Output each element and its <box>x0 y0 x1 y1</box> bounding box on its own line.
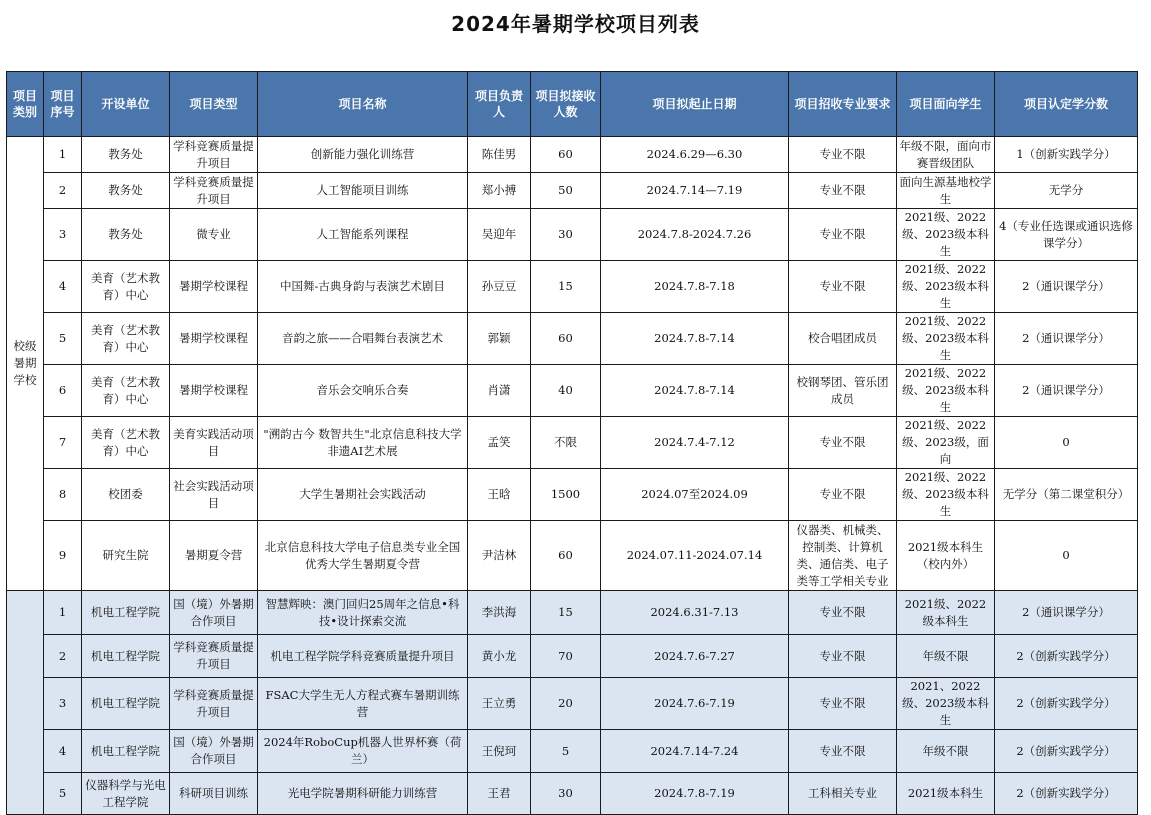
cell-type: 暑期学校课程 <box>170 365 258 417</box>
header-row <box>7 72 1138 137</box>
header-target: 项目面向学生 <box>897 72 995 137</box>
table-row <box>7 591 1138 635</box>
cell-capacity: 30 <box>531 773 601 815</box>
cell-dates: 2024.07至2024.09 <box>601 469 789 521</box>
cell-capacity: 20 <box>531 678 601 730</box>
cell-dates: 2024.7.8-7.14 <box>601 313 789 365</box>
header-major-req: 项目招收专业要求 <box>789 72 897 137</box>
table-row <box>7 635 1138 678</box>
cell-credits: 2（创新实践学分） <box>995 635 1138 678</box>
cell-capacity: 15 <box>531 591 601 635</box>
header-seq: 项目序号 <box>44 72 82 137</box>
cell-dates: 2024.7.6-7.27 <box>601 635 789 678</box>
cell-major-req: 工科相关专业 <box>789 773 897 815</box>
cell-type: 国（境）外暑期合作项目 <box>170 591 258 635</box>
cell-type: 国（境）外暑期合作项目 <box>170 730 258 773</box>
header-capacity: 项目拟接收人数 <box>531 72 601 137</box>
cell-lead: 肖潇 <box>468 365 531 417</box>
header-category: 项目类别 <box>7 72 44 137</box>
cell-seq: 5 <box>44 313 82 365</box>
cell-target: 2021、2022级、2023级本科生 <box>897 678 995 730</box>
cell-name: 人工智能系列课程 <box>258 209 468 261</box>
cell-credits: 2（创新实践学分） <box>995 773 1138 815</box>
cell-lead: 吴迎年 <box>468 209 531 261</box>
table-row <box>7 521 1138 591</box>
cell-major-req: 专业不限 <box>789 469 897 521</box>
cell-seq: 5 <box>44 773 82 815</box>
cell-capacity: 50 <box>531 173 601 209</box>
cell-capacity: 15 <box>531 261 601 313</box>
cell-type: 科研项目训练 <box>170 773 258 815</box>
cell-target: 2021级、2022级、2023级本科生 <box>897 209 995 261</box>
header-dates: 项目拟起止日期 <box>601 72 789 137</box>
cell-major-req: 专业不限 <box>789 209 897 261</box>
cell-lead: 郭颖 <box>468 313 531 365</box>
cell-type: 微专业 <box>170 209 258 261</box>
cell-name: 2024年RoboCup机器人世界杯赛（荷兰） <box>258 730 468 773</box>
table-row <box>7 365 1138 417</box>
cell-dates: 2024.7.4-7.12 <box>601 417 789 469</box>
cell-credits: 无学分 <box>995 173 1138 209</box>
cell-target: 2021级本科生（校内外） <box>897 521 995 591</box>
cell-capacity: 不限 <box>531 417 601 469</box>
cell-target: 2021级、2022级本科生 <box>897 591 995 635</box>
table-row <box>7 261 1138 313</box>
table-row <box>7 313 1138 365</box>
cell-lead: 王晗 <box>468 469 531 521</box>
cell-dates: 2024.7.14—7.19 <box>601 173 789 209</box>
cell-target: 2021级、2022级、2023级本科生 <box>897 469 995 521</box>
cell-name: "溯韵古今 数智共生"北京信息科技大学非遗AI艺术展 <box>258 417 468 469</box>
cell-capacity: 5 <box>531 730 601 773</box>
cell-target: 2021级本科生 <box>897 773 995 815</box>
cell-unit: 教务处 <box>82 209 170 261</box>
cell-name: FSAC大学生无人方程式赛车暑期训练营 <box>258 678 468 730</box>
cell-seq: 6 <box>44 365 82 417</box>
cell-name: 机电工程学院学科竞赛质量提升项目 <box>258 635 468 678</box>
cell-capacity: 1500 <box>531 469 601 521</box>
cell-capacity: 60 <box>531 137 601 173</box>
cell-seq: 4 <box>44 730 82 773</box>
cell-unit: 美育（艺术教育）中心 <box>82 313 170 365</box>
cell-lead: 王君 <box>468 773 531 815</box>
cell-capacity: 30 <box>531 209 601 261</box>
section-college-level <box>7 591 1138 815</box>
cell-unit: 教务处 <box>82 137 170 173</box>
cell-name: 人工智能项目训练 <box>258 173 468 209</box>
cell-dates: 2024.7.6-7.19 <box>601 678 789 730</box>
table-row <box>7 137 1138 173</box>
cell-credits: 1（创新实践学分） <box>995 137 1138 173</box>
cell-unit: 美育（艺术教育）中心 <box>82 365 170 417</box>
page-title: 2024年暑期学校项目列表 <box>451 12 700 36</box>
cell-name: 音乐会交响乐合奏 <box>258 365 468 417</box>
cell-target: 2021级、2022级、2023级，面向 <box>897 417 995 469</box>
cell-lead: 陈佳男 <box>468 137 531 173</box>
cell-name: 光电学院暑期科研能力训练营 <box>258 773 468 815</box>
cell-dates: 2024.7.8-7.18 <box>601 261 789 313</box>
header-type: 项目类型 <box>170 72 258 137</box>
cell-type: 暑期夏令营 <box>170 521 258 591</box>
cell-seq: 7 <box>44 417 82 469</box>
header-lead: 项目负责人 <box>468 72 531 137</box>
cell-lead: 黄小龙 <box>468 635 531 678</box>
cell-credits: 2（创新实践学分） <box>995 678 1138 730</box>
cell-type: 社会实践活动项目 <box>170 469 258 521</box>
table-row <box>7 678 1138 730</box>
cell-credits: 2（创新实践学分） <box>995 730 1138 773</box>
cell-dates: 2024.6.29—6.30 <box>601 137 789 173</box>
cell-unit: 机电工程学院 <box>82 730 170 773</box>
cell-unit: 仪器科学与光电工程学院 <box>82 773 170 815</box>
cell-lead: 王倪珂 <box>468 730 531 773</box>
cell-type: 学科竞赛质量提升项目 <box>170 173 258 209</box>
cell-major-req: 仪器类、机械类、控制类、计算机类、通信类、电子类等工学相关专业 <box>789 521 897 591</box>
cell-type: 暑期学校课程 <box>170 261 258 313</box>
cell-unit: 研究生院 <box>82 521 170 591</box>
cell-major-req: 校钢琴团、管乐团成员 <box>789 365 897 417</box>
cell-credits: 2（通识课学分） <box>995 591 1138 635</box>
cell-name: 创新能力强化训练营 <box>258 137 468 173</box>
cell-target: 年级不限，面向市赛晋级团队 <box>897 137 995 173</box>
cell-seq: 3 <box>44 209 82 261</box>
cell-dates: 2024.07.11-2024.07.14 <box>601 521 789 591</box>
table-row <box>7 773 1138 815</box>
cell-capacity: 60 <box>531 313 601 365</box>
cell-type: 学科竞赛质量提升项目 <box>170 635 258 678</box>
cell-target: 年级不限 <box>897 635 995 678</box>
cell-credits: 2（通识课学分） <box>995 313 1138 365</box>
cell-dates: 2024.7.14-7.24 <box>601 730 789 773</box>
cell-unit: 机电工程学院 <box>82 678 170 730</box>
cell-lead: 孟笑 <box>468 417 531 469</box>
cell-lead: 尹洁林 <box>468 521 531 591</box>
cell-seq: 3 <box>44 678 82 730</box>
cell-major-req: 校合唱团成员 <box>789 313 897 365</box>
cell-credits: 2（通识课学分） <box>995 365 1138 417</box>
cell-target: 2021级、2022级、2023级本科生 <box>897 365 995 417</box>
cell-credits: 4（专业任选课或通识选修课学分） <box>995 209 1138 261</box>
cell-type: 学科竞赛质量提升项目 <box>170 137 258 173</box>
cell-seq: 1 <box>44 137 82 173</box>
cell-major-req: 专业不限 <box>789 173 897 209</box>
cell-seq: 4 <box>44 261 82 313</box>
cell-seq: 2 <box>44 173 82 209</box>
cell-unit: 教务处 <box>82 173 170 209</box>
cell-credits: 2（通识课学分） <box>995 261 1138 313</box>
cell-major-req: 专业不限 <box>789 678 897 730</box>
cell-capacity: 40 <box>531 365 601 417</box>
cell-unit: 校团委 <box>82 469 170 521</box>
cell-unit: 机电工程学院 <box>82 591 170 635</box>
table-row <box>7 730 1138 773</box>
cell-dates: 2024.7.8-7.19 <box>601 773 789 815</box>
cell-major-req: 专业不限 <box>789 261 897 313</box>
cell-seq: 1 <box>44 591 82 635</box>
cell-target: 面向生源基地校学生 <box>897 173 995 209</box>
cell-category: 校级暑期学校 <box>7 137 44 591</box>
cell-seq: 9 <box>44 521 82 591</box>
cell-name: 智慧辉映：澳门回归25周年之信息•科技•设计探索交流 <box>258 591 468 635</box>
cell-unit: 美育（艺术教育）中心 <box>82 417 170 469</box>
table-row <box>7 209 1138 261</box>
cell-target: 2021级、2022级、2023级本科生 <box>897 313 995 365</box>
cell-credits: 无学分（第二课堂积分） <box>995 469 1138 521</box>
project-table <box>6 71 1138 815</box>
cell-dates: 2024.7.8-7.14 <box>601 365 789 417</box>
cell-name: 音韵之旅——合唱舞台表演艺术 <box>258 313 468 365</box>
cell-name: 北京信息科技大学电子信息类专业全国优秀大学生暑期夏令营 <box>258 521 468 591</box>
cell-capacity: 70 <box>531 635 601 678</box>
cell-seq: 8 <box>44 469 82 521</box>
table-row <box>7 417 1138 469</box>
cell-name: 中国舞-古典身韵与表演艺术剧目 <box>258 261 468 313</box>
cell-seq: 2 <box>44 635 82 678</box>
section-school-level <box>7 137 1138 591</box>
cell-type: 暑期学校课程 <box>170 313 258 365</box>
cell-lead: 郑小搏 <box>468 173 531 209</box>
header-credits: 项目认定学分数 <box>995 72 1138 137</box>
table-row <box>7 469 1138 521</box>
table-row <box>7 173 1138 209</box>
cell-target: 2021级、2022级、2023级本科生 <box>897 261 995 313</box>
cell-lead: 李洪海 <box>468 591 531 635</box>
cell-category <box>7 591 44 815</box>
cell-dates: 2024.7.8-2024.7.26 <box>601 209 789 261</box>
cell-capacity: 60 <box>531 521 601 591</box>
cell-lead: 孙豆豆 <box>468 261 531 313</box>
cell-major-req: 专业不限 <box>789 730 897 773</box>
cell-major-req: 专业不限 <box>789 591 897 635</box>
cell-credits: 0 <box>995 417 1138 469</box>
cell-major-req: 专业不限 <box>789 137 897 173</box>
cell-unit: 机电工程学院 <box>82 635 170 678</box>
cell-target: 年级不限 <box>897 730 995 773</box>
cell-unit: 美育（艺术教育）中心 <box>82 261 170 313</box>
header-unit: 开设单位 <box>82 72 170 137</box>
cell-dates: 2024.6.31-7.13 <box>601 591 789 635</box>
cell-credits: 0 <box>995 521 1138 591</box>
cell-name: 大学生暑期社会实践活动 <box>258 469 468 521</box>
cell-type: 美育实践活动项目 <box>170 417 258 469</box>
header-name: 项目名称 <box>258 72 468 137</box>
cell-major-req: 专业不限 <box>789 417 897 469</box>
cell-major-req: 专业不限 <box>789 635 897 678</box>
cell-lead: 王立勇 <box>468 678 531 730</box>
cell-type: 学科竞赛质量提升项目 <box>170 678 258 730</box>
